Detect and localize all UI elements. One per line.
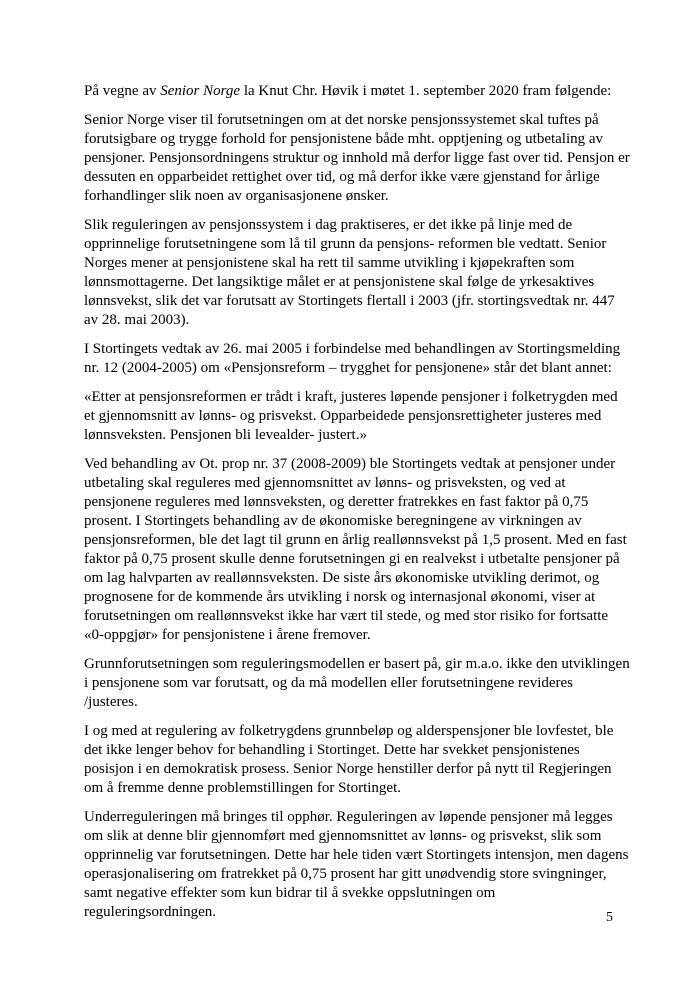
paragraph <box>84 388 630 445</box>
paragraph <box>84 455 630 645</box>
paragraph <box>84 340 630 378</box>
page-number: 5 <box>606 910 613 925</box>
document-content <box>84 82 630 932</box>
text-run: Senior Norge viser til forutsetningen om at det norske pensjonssystemet skal tuftes på forutsigbare og trygge forhold for pensjonistene både mht. opptjening og utbetaling av pensjoner. Pensjonsordningens struktur og innhold må derfor ligge fast over tid. Pensjon er dessuten en opparbeidet rettighet over tid, og må derfor ikke være gjenstand for årlige forhandlinger slik noen av organisasjonene ønsker. <box>84 112 630 204</box>
paragraph <box>84 82 630 101</box>
text-run: «Etter at pensjonsreformen er trådt i kraft, justeres løpende pensjoner i folketrygden med et gjennomsnitt av lønns- og prisvekst. Opparbeidede pensjonsrettigheter justeres med lønnsveksten. Pensjonen bli levealder- justert.» <box>84 389 618 443</box>
paragraph <box>84 808 630 922</box>
text-run: Underreguleringen må bringes til opphør. Reguleringen av løpende pensjoner må legges om slik at denne blir gjennomført med gjennomsnittet av lønns- og prisvekst, slik som opprinnelig var forutsetningen. Dette har hele tiden vært Stortingets intensjon, men dagens operasjonalisering om fratrekket på 0,75 prosent har gitt unødvendig store svingninger, samt negative effekter som kun bidrar til å svekke oppslutningen om reguleringsordningen. <box>84 809 629 920</box>
paragraph <box>84 655 630 712</box>
text-run: På vegne av <box>84 83 161 99</box>
text-run: I Stortingets vedtak av 26. mai 2005 i forbindelse med behandlingen av Stortingsmelding nr. 12 (2004-2005) om «Pensjonsreform – trygghet for pensjonene» står det blant annet: <box>84 341 621 376</box>
text-run: I og med at regulering av folketrygdens grunnbeløp og alderspensjoner ble lovfestet, ble det ikke lenger behov for behandling i Stortinget. Dette har svekket pensjonistenes posisjon i en demokratisk prosess. Senior Norge henstiller derfor på nytt til Regjeringen om å fremme denne problemstillingen for Stortinget. <box>84 723 614 796</box>
text-run: Grunnforutsetningen som reguleringsmodellen er basert på, gir m.a.o. ikke den utviklingen i pensjonene som var forutsatt, og da må modellen eller forutsetningene revideres /justeres. <box>84 656 630 710</box>
text-run: Slik reguleringen av pensjonssystem i dag praktiseres, er det ikke på linje med de opprinnelige forutsetningene som lå til grunn da pensjons- reformen ble vedtatt. Senior Norges mener at pensjonistene skal ha rett til samme utvikling i kjøpekraften som lønnsmottagerne. Det langsiktige målet er at pensjonistene skal følge de yrkesaktives lønnsvekst, slik det var forutsatt av Stortingets flertall i 2003 (jfr. stortingsvedtak nr. 447 av 28. mai 2003). <box>84 217 615 328</box>
paragraph <box>84 722 630 798</box>
italic-text-run: Senior Norge <box>160 83 241 99</box>
text-run: Ved behandling av Ot. prop nr. 37 (2008-2009) ble Stortingets vedtak at pensjoner under utbetaling skal reguleres med gjennomsnittet av lønns- og prisveksten, og ved at pensjonene reguleres med lønnsveksten, og deretter fratrekkes en fast faktor på 0,75 prosent. I Stortingets behandling av de økonomiske beregningene av virkningen av pensjonsreformen, ble det lagt til grunn en årlig reallønnsvekst på 1,5 prosent. Med en fast faktor på 0,75 prosent skulle denne forutsetningen gi en realvekst i utbetalte pensjoner på om lag halvparten av reallønnsveksten. De siste års økonomiske utvikling derimot, og prognosene for de kommende års utvikling i norsk og internasjonal økonomi, viser at forutsetningen om reallønnsvekst ikke har vært til stede, og med stor risiko for fortsatte «0-oppgjør» for pensjonistene i årene fremover. <box>84 456 627 643</box>
paragraph <box>84 111 630 206</box>
paragraph <box>84 216 630 330</box>
text-run: la Knut Chr. Høvik i møtet 1. september 2020 fram følgende: <box>240 83 612 99</box>
